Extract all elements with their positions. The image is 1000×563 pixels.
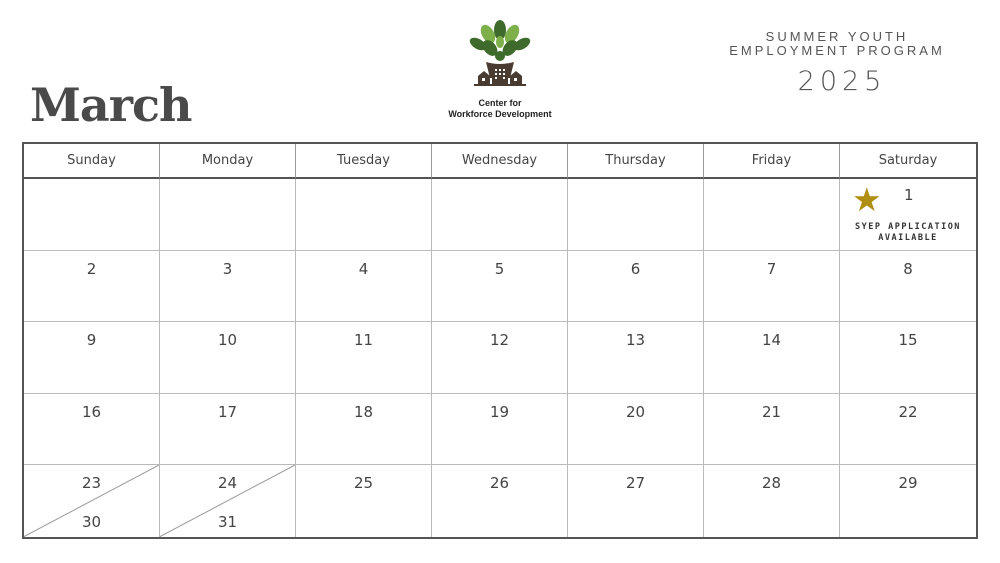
day-cell-empty	[704, 179, 840, 251]
weekday-header: Wednesday	[432, 144, 568, 179]
day-number: 23	[81, 474, 102, 493]
day-cell	[432, 251, 568, 323]
day-number: 19	[489, 402, 510, 421]
day-cell	[296, 322, 432, 394]
day-cell	[432, 322, 568, 394]
day-number: 24	[217, 474, 238, 493]
day-cell	[296, 394, 432, 466]
star-icon: ★	[852, 180, 882, 219]
day-cell-empty	[160, 179, 296, 251]
day-cell	[840, 322, 976, 394]
day-cell-empty	[432, 179, 568, 251]
day-number-split: 31	[217, 512, 238, 531]
logo-line1: Center for	[478, 98, 522, 108]
day-cell	[24, 322, 160, 394]
day-number: 14	[761, 331, 782, 350]
day-number: 29	[898, 474, 918, 493]
weekday-header: Tuesday	[296, 144, 432, 179]
day-number: 20	[625, 402, 646, 421]
day-cell-split	[24, 465, 160, 537]
day-cell	[160, 322, 296, 394]
day-number: 22	[898, 402, 918, 421]
day-number: 27	[625, 474, 646, 493]
day-number: 9	[86, 331, 97, 350]
month-title: March	[30, 78, 192, 132]
day-cell	[704, 394, 840, 466]
day-cell	[840, 465, 976, 537]
weekday-header: Saturday	[840, 144, 976, 179]
day-number: 25	[353, 474, 374, 493]
program-name	[700, 30, 974, 58]
day-number: 26	[489, 474, 510, 493]
day-cell	[24, 251, 160, 323]
day-cell	[432, 394, 568, 466]
day-cell	[840, 251, 976, 323]
day-number: 11	[353, 331, 374, 350]
day-cell-split	[160, 465, 296, 537]
logo-line2: Workforce Development	[448, 109, 552, 119]
day-number: 4	[358, 259, 369, 278]
day-cell	[160, 394, 296, 466]
day-number: 7	[766, 259, 777, 278]
day-number: 13	[625, 331, 646, 350]
day-number: 8	[903, 259, 913, 278]
day-number-split: 30	[81, 512, 102, 531]
day-number: 16	[81, 402, 102, 421]
day-cell	[568, 322, 704, 394]
day-cell	[840, 179, 976, 251]
program-line2: EMPLOYMENT PROGRAM	[729, 43, 945, 58]
day-cell-empty	[568, 179, 704, 251]
day-cell	[296, 465, 432, 537]
day-number: 5	[494, 259, 505, 278]
day-number: 28	[761, 474, 782, 493]
day-number: 3	[222, 259, 233, 278]
day-number: 12	[489, 331, 510, 350]
day-cell	[568, 251, 704, 323]
weekday-header: Monday	[160, 144, 296, 179]
day-cell	[568, 394, 704, 466]
weekday-header: Friday	[704, 144, 840, 179]
day-number: 2	[86, 259, 97, 278]
day-cell	[704, 322, 840, 394]
day-number: 15	[898, 331, 918, 350]
tree-logo-icon	[460, 18, 540, 98]
day-number: 1	[904, 186, 914, 204]
day-cell-empty	[24, 179, 160, 251]
day-cell	[704, 465, 840, 537]
day-cell	[704, 251, 840, 323]
day-number: 18	[353, 402, 374, 421]
day-number: 10	[217, 331, 238, 350]
weekday-header: Thursday	[568, 144, 704, 179]
day-cell	[432, 465, 568, 537]
event-line2: AVAILABLE	[878, 233, 938, 243]
day-cell	[840, 394, 976, 466]
program-line1: SUMMER YOUTH	[765, 29, 909, 44]
year-label: 2025	[797, 66, 887, 97]
organization-logo	[438, 18, 562, 122]
day-number: 6	[630, 259, 641, 278]
day-cell	[160, 251, 296, 323]
event-line1: SYEP APPLICATION	[855, 222, 961, 232]
weekday-header: Sunday	[24, 144, 160, 179]
day-number: 21	[761, 402, 782, 421]
day-cell-empty	[296, 179, 432, 251]
day-number: 17	[217, 402, 238, 421]
calendar-grid	[22, 142, 978, 539]
day-cell	[568, 465, 704, 537]
day-cell	[296, 251, 432, 323]
event-label	[840, 222, 976, 244]
day-cell	[24, 394, 160, 466]
